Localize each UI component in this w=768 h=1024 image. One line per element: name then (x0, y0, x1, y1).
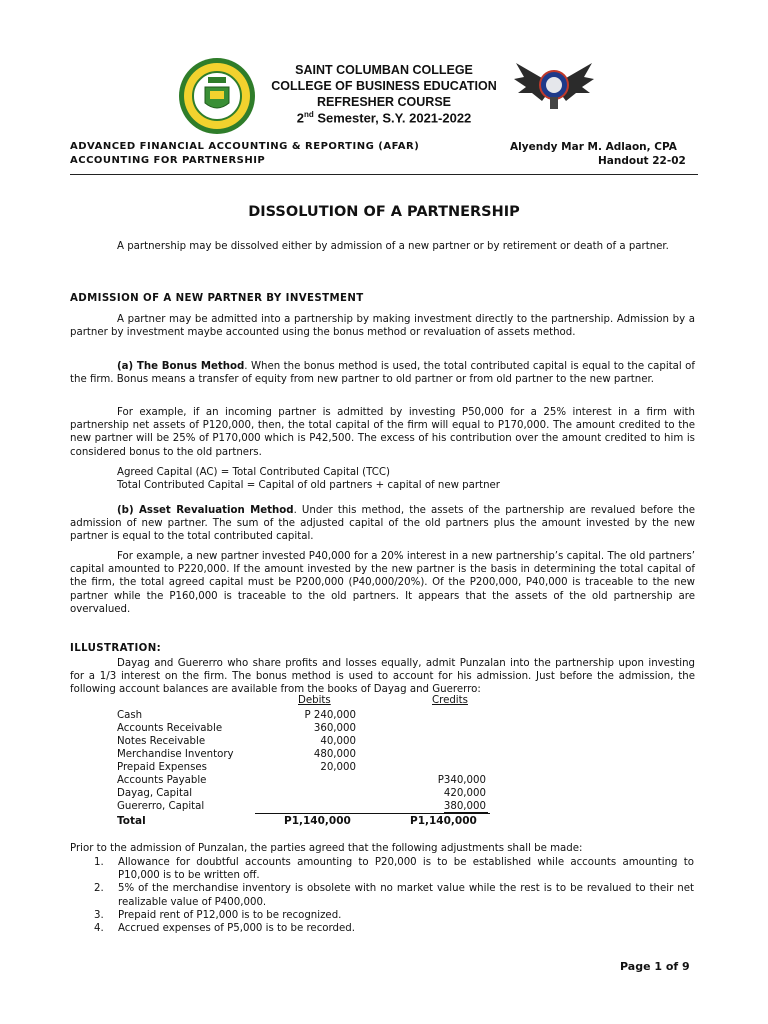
table-row-account: Cash (117, 710, 143, 721)
table-row-debit: 480,000 (313, 749, 356, 760)
debits-column-header: Debits (298, 695, 331, 706)
bonus-method-text: . When the bonus method is used, the total contributed capital is equal to the capital of the firm. Bonus means a transfer of equity from new partner to old partner or from old partner to the new partner. (70, 361, 696, 386)
list-item-text: Prepaid rent of P12,000 is to be recognized. (118, 909, 342, 921)
table-row-account: Dayag, Capital (117, 788, 193, 799)
formula-agreed-capital: Agreed Capital (AC) = Total Contributed Capital (TCC) (117, 467, 390, 478)
department-name: COLLEGE OF BUSINESS EDUCATION (271, 79, 497, 93)
table-row-debit: 20,000 (320, 762, 356, 773)
table-row-account: Accounts Receivable (117, 723, 223, 734)
table-row-account: Accounts Payable (117, 775, 207, 786)
section-admission-heading: ADMISSION OF A NEW PARTNER BY INVESTMENT (70, 293, 364, 304)
illustration-heading: ILLUSTRATION: (70, 643, 162, 654)
semester-line (0, 110, 768, 125)
table-row-account: Guererro, Capital (117, 801, 205, 812)
bonus-method-paragraph (70, 360, 695, 386)
total-label: Total (117, 815, 146, 827)
credits-column-header: Credits (432, 695, 468, 706)
list-item-text: Accrued expenses of P5,000 is to be recorded. (118, 923, 355, 935)
table-row-account: Notes Receivable (117, 736, 206, 747)
list-item-number: 2. (94, 883, 104, 895)
illustration-paragraph: Dayag and Guererro who share profits and losses equally, admit Punzalan into the partnership upon investing for a 1/3 interest on the firm. The bonus method is used to account for his admission. Just before the admission, the following account balances are available from the books of Dayag and Guererro: (70, 658, 695, 696)
revaluation-example-paragraph: For example, a new partner invested P40,000 for a 20% interest in a new partnership’s capital. The old partners’ capital amounted to P220,000. If the amount invested by the new partner is the basis in determining the total capital of the firm, the total agreed capital must be P200,000 (P40,000/20%). Of the P200,000, P40,000 is traceable to the new partner while the P160,000 is traceable to the old partners. It appears that the assets of the old partnership are overvalued. (70, 551, 695, 615)
bonus-method-heading: (a) The Bonus Method (117, 361, 245, 372)
bonus-example-paragraph: For example, if an incoming partner is admitted by investing P50,000 for a 25% interest in a firm with partnership net assets of P120,000, then, the total capital of the firm will equal to P170,000. The amount credited to the new partner will be 25% of P170,000 which is P42,500. The excess of his contribution over the amount credited to him is considered bonus to the old partners. (70, 407, 695, 458)
table-row-debit: P 240,000 (304, 710, 356, 721)
list-item-number: 1. (94, 857, 104, 868)
subject-title: ADVANCED FINANCIAL ACCOUNTING & REPORTING (AFAR) (70, 141, 420, 152)
topic-title: ACCOUNTING FOR PARTNERSHIP (70, 155, 266, 166)
total-credit: P1,140,000 (410, 815, 477, 827)
list-item (94, 909, 694, 922)
revaluation-paragraph (70, 504, 695, 544)
semester-suffix: nd (303, 110, 314, 119)
list-item-text: 5% of the merchandise inventory is obsolete with no market value while the rest is to be revalued to their net realizable value of P400,000. (118, 883, 694, 908)
table-row-credit: 420,000 (443, 788, 486, 799)
list-item-number: 3. (94, 909, 104, 921)
semester-ordinal: 2 (296, 110, 304, 126)
semester-text: Semester, S.Y. 2021-2022 (313, 110, 472, 126)
table-row-debit: 40,000 (320, 736, 356, 747)
formula-total-contributed: Total Contributed Capital = Capital of old partners + capital of new partner (117, 480, 500, 491)
total-rule (255, 813, 490, 814)
revaluation-heading: (b) Asset Revaluation Method (117, 505, 294, 516)
list-item-text: Allowance for doubtful accounts amounting to P20,000 is to be established while accounts amounting to P10,000 is to be written off. (118, 857, 694, 882)
list-item (94, 882, 694, 908)
table-row-debit: 360,000 (313, 723, 356, 734)
list-item (94, 856, 694, 882)
list-item-number: 4. (94, 923, 104, 935)
table-row-credit: P340,000 (437, 775, 486, 786)
page-number: Page 1 of 9 (620, 960, 690, 973)
document-title: DISSOLUTION OF A PARTNERSHIP (248, 204, 520, 220)
course-name: REFRESHER COURSE (316, 95, 452, 109)
handout-number: Handout 22-02 (598, 155, 686, 167)
table-row-credit: 380,000 (443, 801, 486, 812)
header-divider (70, 174, 698, 175)
table-row-account: Prepaid Expenses (117, 762, 207, 773)
table-row-account: Merchandise Inventory (117, 749, 234, 760)
list-item (94, 922, 694, 935)
total-debit: P1,140,000 (284, 815, 351, 827)
author-name: Alyendy Mar M. Adlaon, CPA (510, 141, 677, 153)
intro-paragraph: A partnership may be dissolved either by admission of a new partner or by retirement or death of a partner. (117, 241, 669, 252)
admission-paragraph: A partner may be admitted into a partnership by making investment directly to the partnership. Admission by a partner by investment maybe accounted using the bonus method or revaluation of assets method. (70, 314, 695, 339)
adjustments-list (94, 856, 694, 935)
revaluation-text: . Under this method, the assets of the partnership are revalued before the admission of new partner. The sum of the adjusted capital of the old partners plus the amount invested by the new partner is equal to the total contributed capital. (70, 505, 696, 543)
college-name: SAINT COLUMBAN COLLEGE (295, 63, 473, 77)
adjustments-intro: Prior to the admission of Punzalan, the parties agreed that the following adjustments shall be made: (70, 843, 583, 854)
